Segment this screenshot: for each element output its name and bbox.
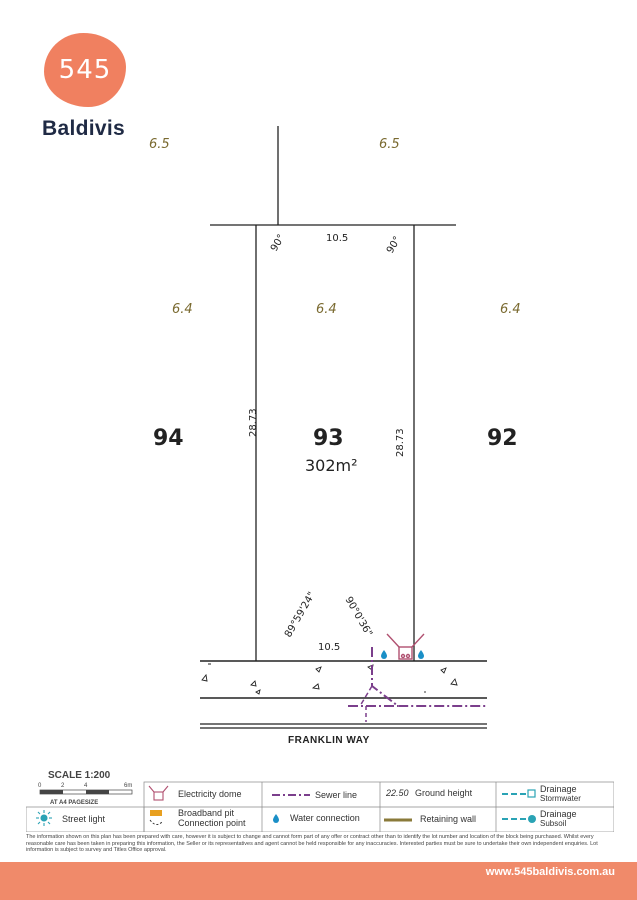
verge-mark	[313, 684, 319, 689]
verge-mark	[256, 690, 260, 694]
legend-broadband	[178, 808, 246, 828]
scale-tick: 6m	[124, 783, 133, 789]
legend-ground-height	[386, 788, 472, 798]
legend-drainage-stormwater	[540, 784, 581, 804]
sewer-line-route	[372, 647, 487, 706]
lot-number-center: 93	[313, 426, 344, 451]
legend-subsoil-label: Subsoil	[540, 819, 567, 828]
legend-retaining-wall: Retaining wall	[420, 814, 477, 824]
legend-broadband-pit: Broadband pit	[178, 808, 235, 818]
ground-height-center: 6.4	[316, 302, 337, 317]
water-connection-icon	[381, 650, 387, 659]
sewer-branch	[360, 686, 372, 706]
ground-height-right: 6.4	[500, 302, 521, 317]
right-depth-dimension: 28.73	[395, 428, 406, 457]
legend-sewer-line: Sewer line	[315, 790, 358, 800]
legend-drainage-label: Drainage	[540, 784, 577, 794]
legend-water-connection: Water connection	[290, 813, 360, 823]
lot-number-right: 92	[487, 426, 518, 451]
logo-number: 545	[58, 55, 112, 85]
legend	[26, 770, 614, 832]
legend-street-light: Street light	[62, 814, 106, 824]
verge-mark	[441, 668, 446, 673]
disclaimer-text: The information shown on this plan has been prepared with care, however it is subject to change and cannot form part of any offer or contract other than to identify the lot number and location of the block being purchased. Whilst every reasonable care has been taken in preparing this information, the Seller or its representatives and agent cannot be held responsible for any inaccuracies. Interested parties must be sure to undertake their own independent enquiries. Lot information is subject to survey and Titles Office approval.	[26, 834, 598, 854]
legend-ground-height-sample: 22.50	[386, 788, 409, 798]
scale-tick: 0	[38, 783, 42, 789]
verge-mark	[202, 675, 207, 681]
top-right-angle: 90°	[385, 234, 404, 256]
bottom-width-dimension: 10.5	[318, 642, 341, 653]
street-name: FRANKLIN WAY	[288, 735, 370, 746]
logo-wordmark: Baldivis	[42, 117, 125, 140]
top-left-angle: 90°	[269, 232, 288, 254]
verge-mark	[251, 681, 256, 686]
legend-electricity-dome: Electricity dome	[178, 789, 242, 799]
top-width-dimension: 10.5	[326, 233, 349, 244]
scale-subtitle: AT A4 PAGESIZE	[50, 800, 99, 806]
lot-area: 302m²	[305, 456, 358, 475]
footer-bar	[0, 862, 637, 900]
legend-drainage-subsoil	[540, 809, 577, 829]
footer-website-link[interactable]: www.545baldivis.com.au	[485, 866, 615, 878]
verge-mark	[451, 679, 457, 685]
scale-tick: 2	[61, 783, 65, 789]
ground-height-top-left: 6.5	[149, 137, 170, 152]
verge-mark	[316, 667, 321, 672]
verge-mark	[207, 661, 211, 664]
ground-height-left: 6.4	[172, 302, 193, 317]
legend-connection-point: Connection point	[178, 818, 246, 828]
bottom-right-angle: 90°0'36"	[342, 595, 375, 639]
legend-ground-height-label: Ground height	[415, 788, 473, 798]
left-depth-dimension: 28.73	[248, 408, 259, 437]
legend-drainage-label: Drainage	[540, 809, 577, 819]
scale-tick: 4	[84, 783, 88, 789]
water-connection-icon	[418, 650, 424, 659]
legend-stormwater-label: Stormwater	[540, 794, 581, 803]
lot-number-left: 94	[153, 426, 184, 451]
scale-title: SCALE 1:200	[48, 770, 111, 781]
bottom-left-angle: 89°59'24"	[283, 590, 318, 640]
ground-height-top-right: 6.5	[379, 137, 400, 152]
